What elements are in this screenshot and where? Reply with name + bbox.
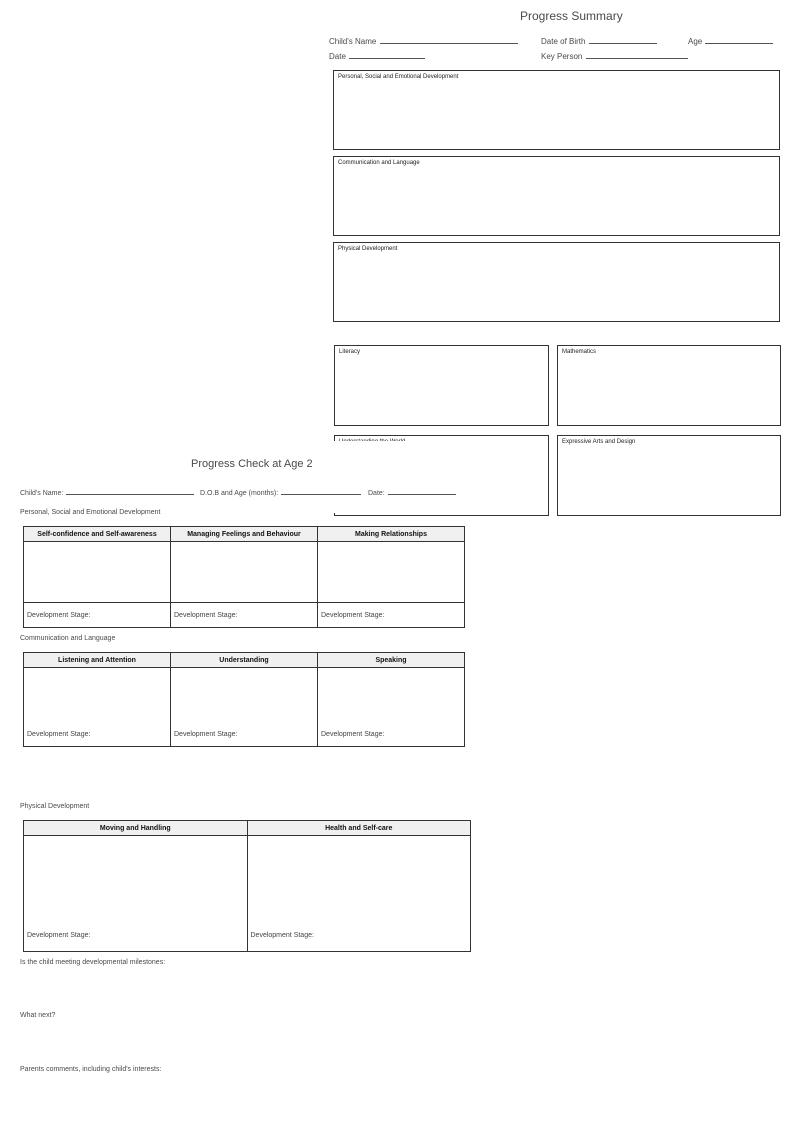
summary-age-line <box>705 35 773 44</box>
check-title: Progress Check at Age 2 <box>191 458 313 470</box>
check-date-line <box>388 487 456 495</box>
parents-comments-question: Parents comments, including child's interests: <box>20 1066 162 1073</box>
summary-childs-name-field[interactable] <box>329 35 518 46</box>
pd-col-2-notes[interactable]: Development Stage: <box>247 836 471 952</box>
summary-key-person-label: Key Person <box>541 52 583 61</box>
summary-date-field[interactable] <box>329 50 425 61</box>
check-cl-table <box>23 652 465 747</box>
summary-maths-box[interactable] <box>557 345 781 426</box>
check-dob-age-line <box>281 487 361 495</box>
psed-col-3-notes[interactable] <box>318 542 465 603</box>
summary-key-person-line <box>586 50 688 59</box>
summary-ead-box[interactable] <box>557 435 781 516</box>
summary-pd-box[interactable] <box>333 242 780 322</box>
what-next-question: What next? <box>20 1012 56 1019</box>
summary-age-label: Age <box>688 37 703 46</box>
check-pd-heading: Physical Development <box>20 803 90 810</box>
summary-date-label: Date <box>329 52 346 61</box>
parents-comments-answer-area[interactable] <box>20 1077 470 1117</box>
psed-col-2-notes[interactable] <box>171 542 318 603</box>
check-dob-age-field[interactable] <box>200 487 361 497</box>
cl-col-3-notes[interactable]: Development Stage: <box>318 668 465 747</box>
what-next-answer-area[interactable] <box>20 1023 470 1061</box>
check-dob-age-label: D.O.B and Age (months): <box>200 490 279 497</box>
check-cl-heading: Communication and Language <box>20 635 116 642</box>
check-childs-name-field[interactable] <box>20 487 194 497</box>
pd-col-2-header: Health and Self-care <box>247 821 471 836</box>
pd-col-1-notes[interactable]: Development Stage: <box>24 836 248 952</box>
psed-col-2-stage[interactable]: Development Stage: <box>171 603 318 628</box>
summary-dob-line <box>589 35 657 44</box>
summary-age-field[interactable] <box>688 35 773 46</box>
summary-psed-label: Personal, Social and Emotional Development <box>338 74 459 80</box>
summary-title: Progress Summary <box>520 9 623 23</box>
milestones-question: Is the child meeting developmental milestones: <box>20 959 166 966</box>
summary-dob-field[interactable] <box>541 35 657 46</box>
summary-childs-name-line <box>380 35 518 44</box>
summary-maths-label: Mathematics <box>562 349 597 355</box>
psed-col-2-header: Managing Feelings and Behaviour <box>171 527 318 542</box>
check-childs-name-line <box>66 487 194 495</box>
check-childs-name-label: Child's Name: <box>20 490 64 497</box>
summary-key-person-field[interactable] <box>541 50 688 61</box>
check-date-label: Date: <box>368 490 385 497</box>
cl-col-2-notes[interactable]: Development Stage: <box>171 668 318 747</box>
psed-col-1-stage[interactable]: Development Stage: <box>24 603 171 628</box>
cl-col-2-header: Understanding <box>171 653 318 668</box>
summary-date-line <box>349 50 425 59</box>
summary-dob-label: Date of Birth <box>541 37 586 46</box>
check-date-field[interactable] <box>368 487 456 497</box>
psed-col-1-notes[interactable] <box>24 542 171 603</box>
summary-literacy-label: Literacy <box>339 349 361 355</box>
cl-col-1-header: Listening and Attention <box>24 653 171 668</box>
summary-ead-label: Expressive Arts and Design <box>562 439 636 445</box>
milestones-answer-area[interactable] <box>20 970 470 1006</box>
psed-col-1-header: Self-confidence and Self-awareness <box>24 527 171 542</box>
psed-col-3-header: Making Relationships <box>318 527 465 542</box>
check-psed-heading: Personal, Social and Emotional Development <box>20 509 161 516</box>
check-page-cover <box>0 441 486 513</box>
summary-literacy-box[interactable] <box>334 345 549 426</box>
psed-col-3-stage[interactable]: Development Stage: <box>318 603 465 628</box>
cl-col-1-notes[interactable]: Development Stage: <box>24 668 171 747</box>
check-psed-table <box>23 526 465 628</box>
pd-col-1-header: Moving and Handling <box>24 821 248 836</box>
summary-pd-label: Physical Development <box>338 246 398 252</box>
summary-childs-name-label: Child's Name <box>329 37 377 46</box>
summary-psed-box[interactable] <box>333 70 780 150</box>
check-pd-table <box>23 820 471 952</box>
summary-cl-box[interactable] <box>333 156 780 236</box>
summary-cl-label: Communication and Language <box>338 160 420 166</box>
cl-col-3-header: Speaking <box>318 653 465 668</box>
